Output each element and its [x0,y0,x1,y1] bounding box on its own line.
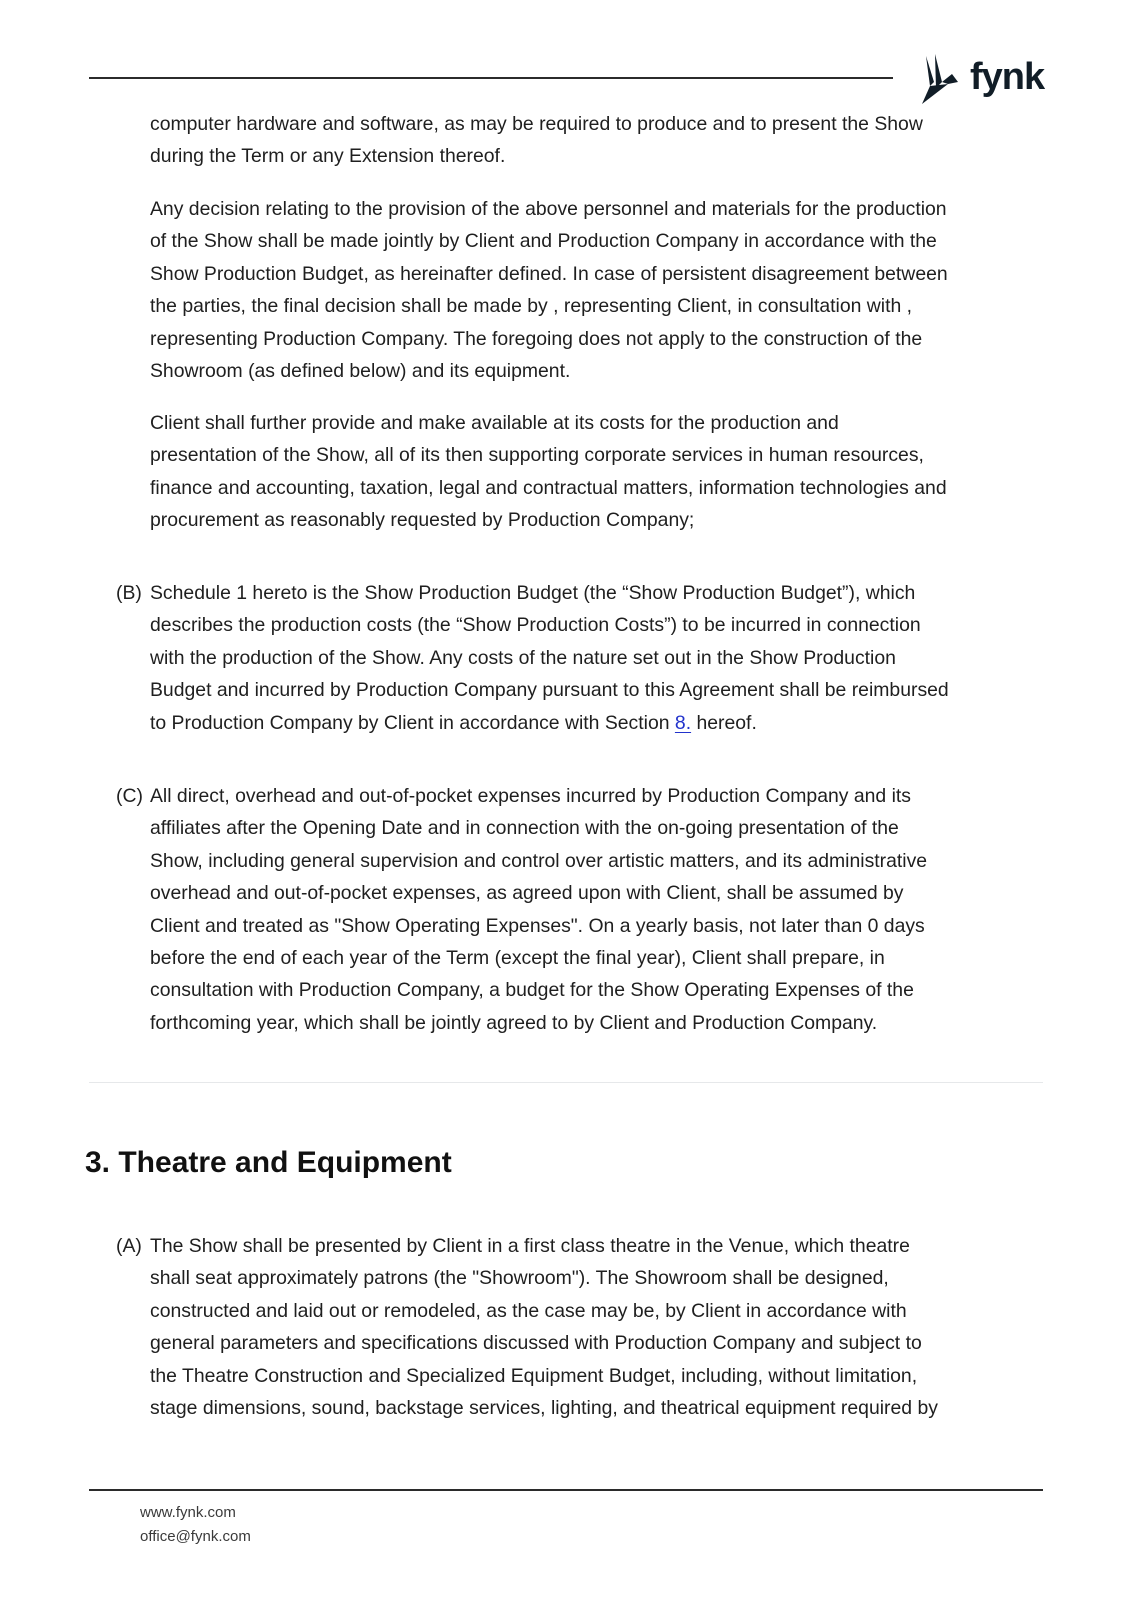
text-line: general parameters and specifications discussed with Production Company and subject to [150,1332,922,1355]
text-line: Showroom (as defined below) and its equipment. [150,360,571,383]
text-line: Client shall further provide and make available at its costs for the production and [150,412,839,434]
text-line: affiliates after the Opening Date and in connection with the on-going presentation of the [150,817,899,840]
text-line: of the Show shall be made jointly by Client and Production Company in accordance with the [150,230,937,253]
clause-c [116,780,1050,1039]
text-line: The Show shall be presented by Client in a first class theatre in the Venue, which theatre [150,1235,910,1257]
text-line: Schedule 1 hereto is the Show Production Budget (the “Show Production Budget”), which [150,582,916,604]
text-line: Show Production Budget, as hereinafter defined. In case of persistent disagreement between [150,262,948,285]
text-line: procurement as reasonably requested by Production Company; [150,509,695,532]
text-line: presentation of the Show, all of its then supporting corporate services in human resources, [150,444,924,467]
header-rule [89,77,893,79]
clause-marker: (A) [116,1235,142,1257]
text-line: overhead and out-of-pocket expenses, as agreed upon with Client, shall be assumed by [150,882,904,905]
text-fragment: hereof. [691,711,757,734]
logo-wordmark: fynk [970,55,1045,98]
text-line: Client and treated as "Show Operating Expenses". On a yearly basis, not later than 0 days [150,914,925,937]
text-line: representing Production Company. The foregoing does not apply to the construction of the [150,327,923,350]
footer-email-link[interactable]: office@fynk.com [140,1528,251,1545]
text-line: stage dimensions, sound, backstage services, lighting, and theatrical equipment required by [150,1397,938,1420]
paragraph-continuation [150,108,1050,173]
text-line: before the end of each year of the Term (except the final year), Client shall prepare, in [150,947,885,970]
footer-rule [89,1489,1043,1491]
footer-website-link[interactable]: www.fynk.com [140,1504,236,1521]
clause-a [116,1230,1050,1424]
text-line: consultation with Production Company, a budget for the Show Operating Expenses of the [150,979,914,1002]
text-line: during the Term or any Extension thereof. [150,145,506,168]
fynk-logo [918,52,1044,108]
text-line: shall seat approximately patrons (the "Showroom"). The Showroom shall be designed, [150,1267,889,1290]
text-line: the Theatre Construction and Specialized Equipment Budget, including, without limitation, [150,1364,918,1387]
paragraph-decisions [150,193,1050,387]
text-line [150,707,1050,739]
section-divider [89,1082,1043,1083]
clause-marker: (B) [116,582,142,604]
text-line: forthcoming year, which shall be jointly agreed to by Client and Production Company. [150,1011,878,1034]
origami-bird-icon [918,52,964,108]
text-line: describes the production costs (the “Show Production Costs”) to be incurred in connection [150,614,921,637]
text-line: with the production of the Show. Any costs of the nature set out in the Show Production [150,646,896,669]
section-8-link[interactable]: 8. [674,711,692,734]
text-fragment: to Production Company by Client in accordance with Section [150,711,675,734]
text-line: All direct, overhead and out-of-pocket expenses incurred by Production Company and its [150,785,911,807]
paragraph-corporate-services [150,407,1050,537]
text-line: the parties, the final decision shall be made by , representing Client, in consultation with , [150,295,913,318]
text-line: constructed and laid out or remodeled, as the case may be, by Client in accordance with [150,1299,907,1322]
section-heading: 3. Theatre and Equipment [85,1146,452,1179]
text-line: finance and accounting, taxation, legal and contractual matters, information technologies and [150,476,947,499]
text-line: Budget and incurred by Production Company pursuant to this Agreement shall be reimbursed [150,679,949,702]
clause-b [116,577,1050,739]
text-line: Any decision relating to the provision of the above personnel and materials for the production [150,198,947,220]
clause-marker: (C) [116,785,143,807]
text-line: computer hardware and software, as may be required to produce and to present the Show [150,113,923,135]
text-line: Show, including general supervision and control over artistic matters, and its administrative [150,849,928,872]
